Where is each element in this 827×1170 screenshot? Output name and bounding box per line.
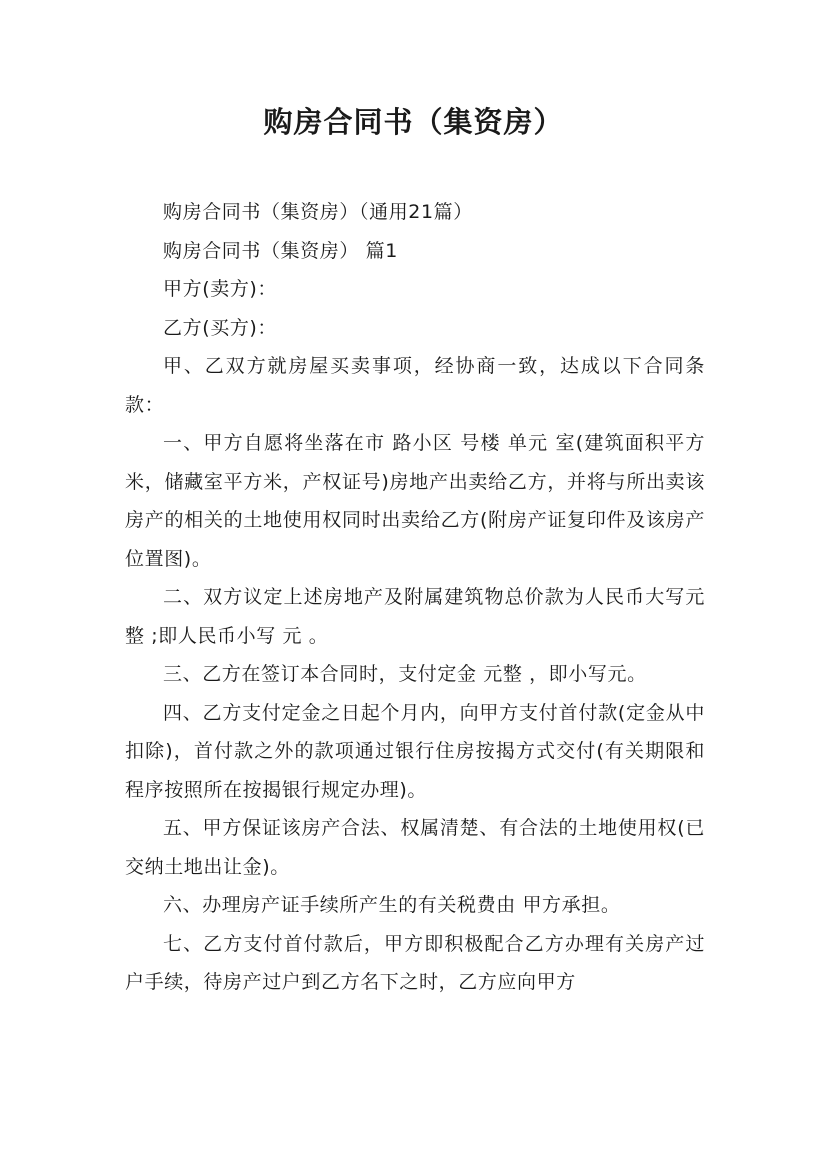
paragraph-clause-4: 四、乙方支付定金之日起个月内，向甲方支付首付款(定金从中扣除)，首付款之外的款项通过银行住房按揭方式交付(有关期限和程序按照所在按揭银行规定办理)。	[125, 701, 705, 801]
paragraph-party-b: 乙方(买方)：	[163, 316, 278, 339]
paragraph-party-a: 甲方(卖方)：	[163, 278, 278, 300]
paragraph-preamble: 甲、乙双方就房屋买卖事项，经协商一致，达成以下合同条款：	[125, 355, 705, 416]
paragraph-clause-2: 二、双方议定上述房地产及附属建筑物总价款为人民币大写元整 ;即人民币小写 元 。	[125, 586, 705, 647]
paragraph-clause-5: 五、甲方保证该房产合法、权属清楚、有合法的土地使用权(已交纳土地出让金)。	[125, 817, 705, 878]
paragraph-clause-6: 六、办理房产证手续所产生的有关税费由 甲方承担。	[163, 894, 621, 916]
document-body	[125, 193, 705, 1002]
document-title: 购房合同书（集资房）	[263, 105, 564, 139]
paragraph-clause-3: 三、乙方在签订本合同时，支付定金 元整 ，即小写元。	[163, 663, 647, 685]
paragraph-collection-title: 购房合同书（集资房）（通用21篇）	[163, 201, 473, 223]
paragraph-clause-1: 一、甲方自愿将坐落在市 路小区 号楼 单元 室(建筑面积平方米，储藏室平方米，产权证号)房地产出卖给乙方，并将与所出卖该房产的相关的土地使用权同时出卖给乙方(附房产证复印件及该房产位置图)。	[125, 432, 705, 570]
paragraph-section-heading: 购房合同书（集资房） 篇1	[163, 239, 398, 262]
paragraph-clause-7: 七、乙方支付首付款后，甲方即积极配合乙方办理有关房产过户手续，待房产过户到乙方名下之时，乙方应向甲方	[125, 932, 705, 993]
